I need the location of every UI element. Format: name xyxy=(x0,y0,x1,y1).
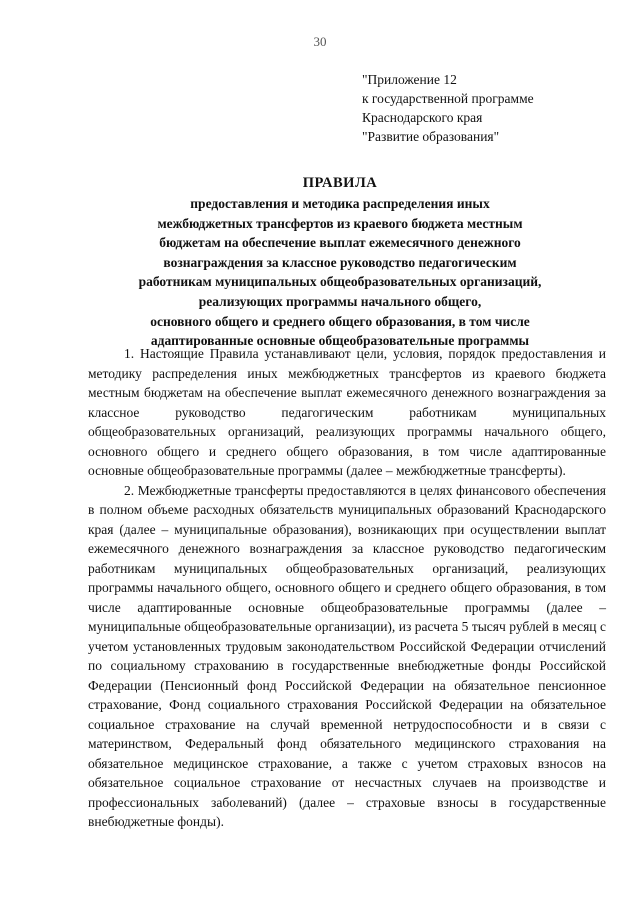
title-line: адаптированные основные общеобразовательные программы xyxy=(150,333,530,349)
title-line: предоставления и методика распределения иных xyxy=(190,196,490,211)
title-line: основного общего и среднего общего образования, в том числе xyxy=(150,313,530,329)
paragraph-2: 2. Межбюджетные трансферты предоставляются в целях финансового обеспечения в полном объеме расходных обязательств муниципальных образований Краснодарского края (далее – муниципальные образования), возникающих при осуществлении выплат ежемесячного денежного вознаграждения за классное руководство педагогическим работникам муниципальных общеобразовательных организаций, реализующих программы начального общего, основного общего и среднего общего образования, в том числе адаптированные основные общеобразовательные программы (далее – муниципальные общеобразовательные организации), из расчета 5 тысяч рублей в месяц с учетом установленных трудовым законодательством Российской Федерации отчислений по социальному страхованию в государственные внебюджетные фонды Российской Федерации (Пенсионный фонд Российской Федерации на обязательное пенсионное страхование, Фонд социального страхования Российской Федерации на обязательное социальное страхование на случай временной нетрудоспособности и в связи с материнством, Федеральный фонд обязательного медицинского страхования на обязательное медицинское страхование, а также с учетом страховых взносов на обязательное социальное страхование от несчастных случаев на производстве и профессиональных заболеваний) (далее – страховые взносы в государственные внебюджетные фонды). xyxy=(88,482,606,829)
appendix-header xyxy=(362,70,534,146)
appendix-line: Краснодарского края xyxy=(362,110,483,125)
title-line: бюджетам на обеспечение выплат ежемесячного денежного xyxy=(159,235,521,251)
title-heading: ПРАВИЛА xyxy=(302,175,378,191)
title-line: межбюджетных трансфертов из краевого бюджета местным xyxy=(157,215,523,231)
appendix-line: к государственной программе xyxy=(362,91,534,106)
title-line: реализующих программы начального общего, xyxy=(198,293,482,309)
document-body xyxy=(88,344,606,832)
page-number: 30 xyxy=(313,34,327,49)
title-line: вознаграждения за классное руководство педагогическим xyxy=(163,254,517,270)
title-line: работникам муниципальных общеобразовательных организаций, xyxy=(138,274,542,290)
appendix-line: "Развитие образования" xyxy=(362,129,500,144)
document-title xyxy=(60,172,620,351)
appendix-line: "Приложение 12 xyxy=(362,72,457,87)
paragraph-1: 1. Настоящие Правила устанавливают цели, условия, порядок предоставления и методику распределения иных межбюджетных трансфертов из краевого бюджета местным бюджетам на обеспечение выплат ежемесячного денежного вознаграждения за классное руководство педагогическим работникам муниципальных общеобразовательных организаций, реализующих программы начального общего, основного общего и среднего общего образования, в том числе адаптированные основные общеобразовательные программы (далее – межбюджетные трансферты). xyxy=(88,346,606,478)
